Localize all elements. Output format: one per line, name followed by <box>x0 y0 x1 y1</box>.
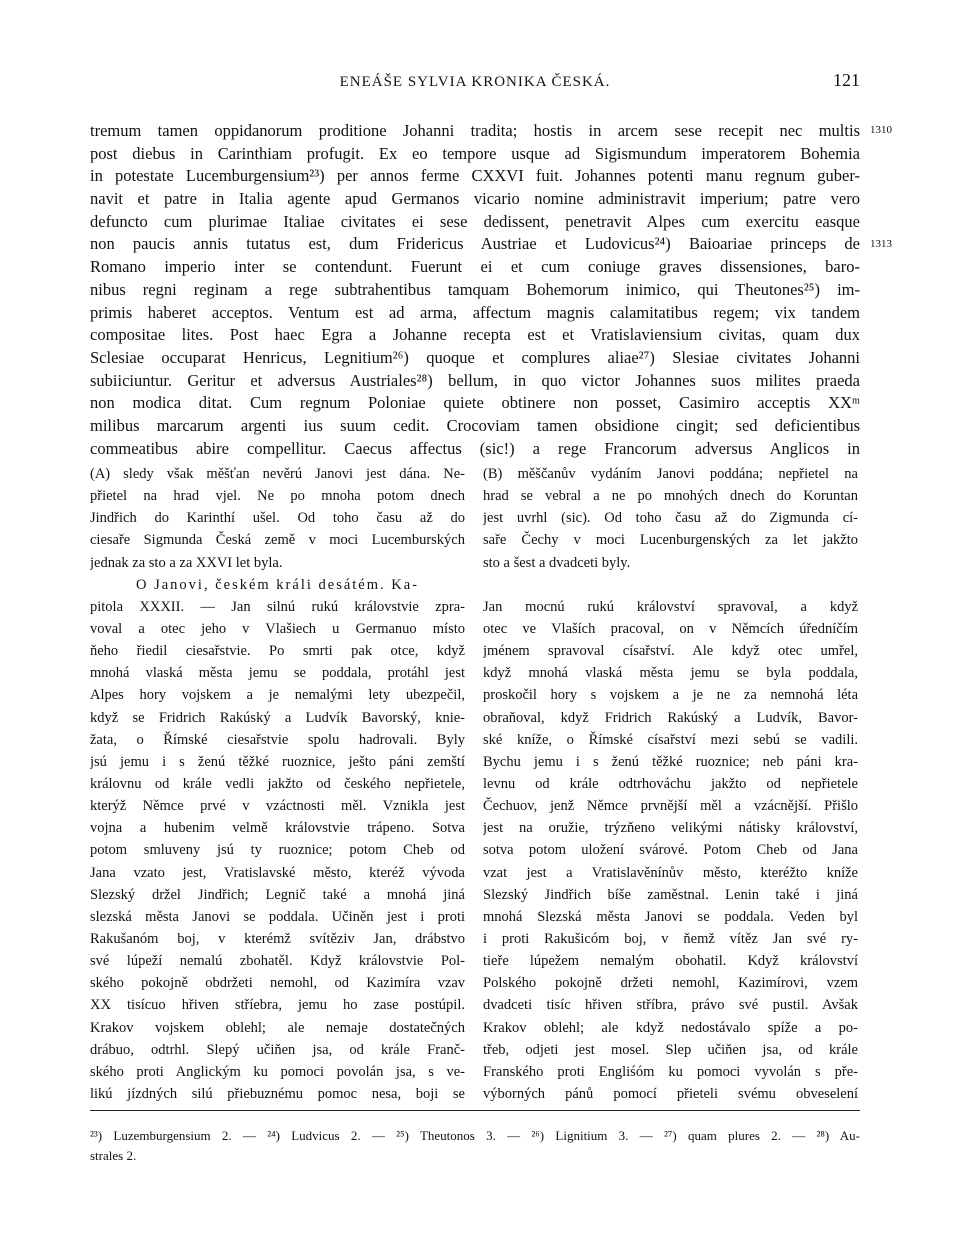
column-a-line: kterýž Němce prvé v vzáctnosti měl. Vznikla jest <box>90 798 465 815</box>
column-a-line: Krakov vojskem oblehl; ale nemaje dostatečných <box>90 1019 465 1036</box>
column-a-line: ského proti Anglickým ku pomoci povolán jsa, s ve- <box>90 1063 465 1080</box>
column-a-line: likú jízdných silú přiebuznému pomoc nesa, boji se <box>90 1085 465 1102</box>
column-b-line: otec ve Vlaších pracoval, on v Němcích úředníčím <box>483 620 858 637</box>
column-a-line: Jindřich do Karinthí ušel. Od toho času až do <box>90 510 465 527</box>
running-header <box>90 70 860 96</box>
column-b-line: Jan mocnú rukú království spravoval, a když <box>483 598 858 615</box>
running-title: ENEÁŠE SYLVIA KRONIKA ČESKÁ. <box>339 74 611 90</box>
latin-line: defuncto cum plurimae Italiae civitates ei sese dedissent, penetravit Alpes cum exercitu easque <box>90 211 860 231</box>
column-b-line: saře Čechy v moci Lucenburgenských za let jakžto <box>483 532 858 549</box>
column-b-line: Slezský Jindřich bíše zaměstnal. Lenin také i jiná <box>483 886 858 903</box>
column-a-line: pitola XXXII. — Jan silnú rukú královstvie zpra- <box>90 598 465 615</box>
latin-line: nibus regni reginam a rege subtrahentibus tamquam Bohemorum inimico, qui Theutones²⁵) im- <box>90 279 860 299</box>
column-a-line: přietel na hrad vjel. Ne po mnoha potom dnech <box>90 488 465 505</box>
latin-line: non modica ditat. Cum regnum Poloniae quiete obtinere non posset, Casimiro acceptis XXᵐ <box>90 393 860 413</box>
latin-line: subiiciuntur. Geritur et adversus Austriales²⁸) bellum, in quo victor Johannes suos milites praeda <box>90 370 860 390</box>
column-b-line: jménem spravoval císařství. Ale když otec umřel, <box>483 643 858 660</box>
column-a-line: (A) sledy však měšťan nevěrú Janovi jest dána. Ne- <box>90 466 465 482</box>
footnotes <box>90 1126 860 1166</box>
margin-year: 1310 <box>870 124 892 136</box>
chapter-heading: O Janovi, českém králi desátém. Ka- <box>136 576 419 593</box>
footnote-divider <box>90 1110 860 1111</box>
latin-text-block <box>90 120 860 460</box>
latin-line: Romano imperio inter se contendunt. Fuerunt ei et cum coniuge graves dissensiones, baro- <box>90 257 860 277</box>
column-a-line: slezská města Janovi se poddala. Učiněn jest i proti <box>90 908 465 925</box>
column-b-spacer <box>483 574 858 596</box>
column-b-line: hrad se vebral a ne po mnohých dnech do Koruntan <box>483 488 858 505</box>
latin-line: milibus marcarum argenti ius suum cedit. Crocoviam tamen obsidione cingit; sed deficientibus <box>90 415 860 435</box>
column-a-line: Alpes hory vojskem a je nemalými lety ubezpečil, <box>90 687 465 704</box>
column-a-line: ciesaře Sigmunda Česká země v moci Lucemburských <box>90 532 465 549</box>
column-a-line: mnohá vlaská města jemu se poddala, protáhl jest <box>90 665 465 682</box>
column-a-line: potom smluveny jsú ty ruoznice; potom Cheb od <box>90 842 465 859</box>
column-b-line: ské kníže, o Římské císařství mezi sebú se vadili. <box>483 731 858 748</box>
latin-line: commeatibus abire compellitur. Caecus affectus (sic!) a rege Francorum adversus Anglicos in <box>90 438 860 458</box>
column-a-line: své lúpeží nemalú zbohatěl. Když královstvie Pol- <box>90 953 465 970</box>
column-a-line: Slezský držel Jindřich; Legnič také a mnohá jiná <box>90 886 465 903</box>
column-b-line: Polského pokojně držeti nemohl, Kazimírovi, vzem <box>483 975 858 992</box>
latin-line: compositae lites. Post haec Egra a Johanne recepta est et Vratislaviensium civitas, quam dux <box>90 325 860 345</box>
column-b-line: dvadceti tisíc hřiven stříbra, právo své pustil. Avšak <box>483 997 858 1014</box>
column-a-line: vojna a hubenim velmě královstvie trápeno. Sotva <box>90 820 465 837</box>
footnote-line: ²³) Luzemburgensium 2. — ²⁴) Ludvicus 2. — ²⁵) Theutonos 3. — ²⁶) Lignitium 3. — ²⁷) quam plures 2. — ²⁸) Au- <box>90 1128 860 1143</box>
column-b-line: obraňoval, když Fridrich Rakúský a Ludvík, Bavor- <box>483 709 858 726</box>
column-b-line: (B) měščanův vydáním Janovi poddána; nepřietel na <box>483 466 858 482</box>
footnote-line: strales 2. <box>90 1148 137 1163</box>
column-b <box>483 463 858 1105</box>
column-b-line: vzat jest a Vratislavěnínův město, kteréžto kníže <box>483 864 858 881</box>
column-b-line: mnohá Slezská města Janovi se poddala. Veden byl <box>483 908 858 925</box>
column-b-line: Krakov oblehl; ale když nedostávalo spíže a po- <box>483 1019 858 1036</box>
column-a-line: když se Fridrich Rakúský a Ludvík Bavorský, knie- <box>90 709 465 726</box>
column-b-line: třeb, odjeti jest mosel. Slep učiňen jsa, od krále <box>483 1041 858 1058</box>
margin-year: 1313 <box>870 238 892 250</box>
column-b-line: levnu od krále odtrhováchu jakžto od nepřietele <box>483 775 858 792</box>
column-b-line: proskočil hory s vojskem a je ne za nemnohá léta <box>483 687 858 704</box>
column-a-line: královnu od krále vedli jakžto od českého nepřietele, <box>90 775 465 792</box>
column-a-line: voval a otec jeho v Vlašiech u Germanuo místo <box>90 620 465 637</box>
column-a-line: jednak za sto a za XXVI let byla. <box>90 554 283 571</box>
column-b-line: Franského proti Engliśóm ku pomoci vyvolán s pře- <box>483 1063 858 1080</box>
page-number: 121 <box>833 70 860 90</box>
latin-line: in potestate Lucemburgensium²³) per annos ferme CXXVI fuit. Johannes potenti manu regnum guber- <box>90 166 860 186</box>
latin-line: primis haberet acceptos. Ventum est ad arma, affectum magnis calamitatibus regem; vix tandem <box>90 302 860 322</box>
column-a-line: jsú jemu i s ženú těžké ruoznice, ješto páni zemští <box>90 753 465 770</box>
latin-line: navit et patre in Italia agente apud Germanos vicario nomine administravit imperium; patre vero <box>90 189 860 209</box>
column-a <box>90 463 465 1105</box>
column-b-line: tieře lúpežem nemalým obohatil. Když království <box>483 953 858 970</box>
latin-line: post diebus in Carinthiam profugit. Ex eo tempore usque ad Sigismundum imperatorem Bohemia <box>90 143 860 163</box>
column-b-line: sto a šest a dvadceti byly. <box>483 554 631 571</box>
latin-line: Sclesiae occuparat Henricus, Legnitium²⁶) quoque et complures aliae²⁷) Slesiae civitates Johanni <box>90 347 860 367</box>
column-b-line: sotva potom uložení svárové. Potom Cheb od Jana <box>483 842 858 859</box>
latin-line: non paucis annis tutatus est, dum Fridericus Austriae et Ludovicus²⁴) Baioariae princeps de <box>90 234 860 254</box>
column-b-line: výborných pánů pomocí přieteli svému obveselení <box>483 1085 858 1102</box>
column-b-line: jest uvrhl (sic). Od toho času až do Zigmunda cí- <box>483 510 858 527</box>
column-b-line: Čechuov, jenž Němce prvnější měl a vzácnější. Přišlo <box>483 798 858 815</box>
column-a-line: ňeho řiedil ciesařstvie. Po smrti pak otce, když <box>90 643 465 660</box>
column-b-line: Bychu jemu i s ženú těžké ruoznice; neb páni kra- <box>483 753 858 770</box>
column-a-line: XX tisícuo hřiven stříebra, jemu ho zase postúpil. <box>90 997 465 1014</box>
column-a-line: Rakušanóm boj, v kterémž svítěziv Jan, drábstvo <box>90 930 465 947</box>
column-b-line: i proti Rakušicóm boj, v ňemž vítěz Jan své ry- <box>483 930 858 947</box>
column-a-line: drábuo, odtrhl. Slepý učiňen jsa, od krále Franč- <box>90 1041 465 1058</box>
column-b-line: jest na oružie, trýzňeno velikými nátisky království, <box>483 820 858 837</box>
column-a-line: Jana vzato jest, Vratislavské město, kteréž vývoda <box>90 864 465 881</box>
column-a-line: ského pokojně obdržeti nemohl, od Kazimíra vzav <box>90 975 465 992</box>
column-b-line: když mnohá vlaská města jemu se byla poddala, <box>483 665 858 682</box>
column-a-line: žata, o Římské ciesařstvie spolu hadrovali. Byly <box>90 731 465 748</box>
latin-line: tremum tamen oppidanorum proditione Johanni tradita; hostis in arcem sese recepit nec multis <box>90 121 860 140</box>
